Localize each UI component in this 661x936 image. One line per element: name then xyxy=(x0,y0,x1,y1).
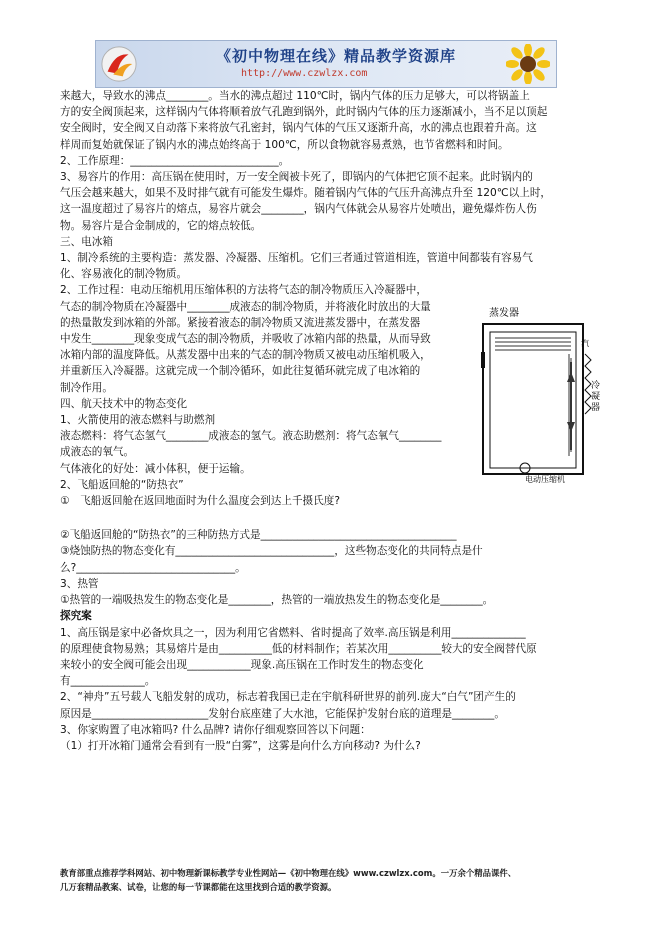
page-footer xyxy=(60,866,610,894)
text-line: 中发生________现象变成气态的制冷物质，并吸收了冰箱内部的热量，从而导致 xyxy=(60,333,431,346)
header-banner xyxy=(95,40,557,88)
question-line: 原因是______________________发射台底座建了大水池，它能保护发射台底的道理是________。 xyxy=(60,707,505,720)
condenser-label-char: 冷 xyxy=(591,381,601,391)
text-line: 液态燃料：将气态氢气________成液态的氢气。液态助燃剂：将气态氧气________ xyxy=(60,430,442,443)
condenser-label-char: 凝 xyxy=(591,392,601,402)
text-line: 1、火箭使用的液态燃料与助燃剂 xyxy=(60,414,216,427)
steam-label: 汽 xyxy=(581,339,589,348)
text-line: 方的安全阀顶起来，这样锅内气体将顺着放气孔跑到锅外，此时锅内气体的压力逐渐减小，当不足以顶起 xyxy=(60,106,548,119)
text-line: 气压会越来越大，如果不及时排气就有可能发生爆炸。随着锅内气体的气压升高沸点升至 120℃以上时， xyxy=(60,187,552,200)
question-line: 么?______________________________。 xyxy=(60,561,246,574)
text-line: 并重新压入冷凝器。这就完成一个制冷循环，如此往复循环就完成了电冰箱的 xyxy=(60,365,421,378)
question-line: 的原理使食物易熟；其易熔片是由__________低的材料制作；若某次用__________较大的安全阀替代原 xyxy=(60,642,537,655)
text-line: 的热量散发到冰箱的外部。紧接着液态的制冷物质又流进蒸发器中，在蒸发器 xyxy=(60,316,421,329)
question-line: 3、你家购置了电冰箱吗? 什么品牌? 请你仔细观察回答以下问题： xyxy=(60,723,371,736)
explore-heading: 探究案 xyxy=(60,610,92,623)
arrow-up-icon xyxy=(567,372,575,382)
text-line: 来越大，导致水的沸点________。当水的沸点超过 110℃时，锅内气体的压力足够大，可以将锅盖上 xyxy=(60,90,530,102)
question-line: 有______________。 xyxy=(60,675,156,688)
evaporator-coil xyxy=(495,338,571,350)
text-line: 安全阀时，安全阀又自动落下来将放气孔密封，锅内气体的气压又逐渐升高，水的沸点也跟着升高。这 xyxy=(60,122,537,135)
refrigerator-diagram xyxy=(481,302,601,484)
text-line: 成液态的氧气。 xyxy=(60,446,135,459)
text-line: 气态的制冷物质在冷凝器中________成液态的制冷物质，并将液化时放出的大量 xyxy=(60,300,431,313)
question-line: ①热管的一端吸热发生的物态变化是________，热管的一端放热发生的物态变化是________。 xyxy=(60,594,494,607)
text-line: 冰箱内部的温度降低。从蒸发器中出来的气态的制冷物质又被电动压缩机吸入， xyxy=(60,349,431,362)
section-heading: 三、电冰箱 xyxy=(60,235,113,248)
question-line: ③烧蚀防热的物态变化有______________________________，这些物态变化的共同特点是什 xyxy=(60,545,483,558)
compressor-label: 电动压缩机 xyxy=(525,475,565,484)
condenser-label-char: 器 xyxy=(591,403,601,413)
arrow-down-icon xyxy=(567,422,575,432)
section-heading: 3、热管 xyxy=(60,577,99,590)
text-line: 化、容易液化的制冷物质。 xyxy=(60,268,188,281)
text-line: 3、易容片的作用：高压锅在使用时，万一安全阀被卡死了，即锅内的气体把它顶不起来。此时锅内的 xyxy=(60,171,533,184)
evaporator-label: 蒸发器 xyxy=(489,308,519,319)
question-line: 2、“神舟”五号载人飞船发射的成功，标志着我国已走在宇航科研世界的前列.庞大“白气”团产生的 xyxy=(60,691,516,704)
text-line: 2、工作过程：电动压缩机用压缩体积的方法将气态的制冷物质压入冷凝器中， xyxy=(60,284,427,297)
footer-line: 教育部重点推荐学科网站、初中物理新课标教学专业性网站—《初中物理在线》www.czwlzx.com。一万余个精品课件、 xyxy=(60,868,517,878)
site-logo-icon xyxy=(100,45,138,83)
fridge-inner xyxy=(490,332,576,468)
footer-line: 几万套精品教案、试卷，让您的每一节课都能在这里找到合适的教学资源。 xyxy=(60,882,337,892)
banner-title: 《初中物理在线》精品教学资源库 xyxy=(216,47,457,65)
text-line: 这一温度超过了易容片的熔点，易容片就会________，锅内气体就会从易容片处喷出，避免爆炸伤人伤 xyxy=(60,203,537,216)
text-line: 2、工作原理：____________________________。 xyxy=(60,154,290,167)
question-line: ① 飞船返回舱在返回地面时为什么温度会到达上千摄氏度? xyxy=(60,495,340,508)
question-line: 1、高压锅是家中必备炊具之一，因为利用它省燃料、省时提高了效率.高压锅是利用______________ xyxy=(60,626,526,639)
text-line: 2、飞船返回舱的“防热衣” xyxy=(60,478,184,491)
text-line: 物。易容片是合金制成的，它的熔点较低。 xyxy=(60,219,262,232)
question-line: 来较小的安全阀可能会出现____________现象.高压锅在工作时发生的物态变化 xyxy=(60,658,424,671)
question-line: ②飞船返回舱的“防热衣”的三种防热方式是_____________________________________ xyxy=(60,529,457,542)
condenser-label xyxy=(591,379,600,413)
text-line: 1、制冷系统的主要构造：蒸发器、冷凝器、压缩机。它们三者通过管道相连，管道中间都装有容易气 xyxy=(60,252,533,265)
door-handle xyxy=(481,352,485,368)
banner-url[interactable]: http://www.czwlzx.com xyxy=(241,68,368,79)
section-heading: 四、航天技术中的物态变化 xyxy=(60,397,188,410)
question-line: （1）打开冰箱门通常会看到有一股“白雾”，这雾是向什么方向移动? 为什么? xyxy=(60,739,421,752)
text-line: 样周而复始就保证了锅内水的沸点始终高于 100℃，所以食物就容易煮熟，也节省燃料和时间。 xyxy=(60,138,509,151)
text-line: 制冷作用。 xyxy=(60,381,113,394)
text-line: 气体液化的好处：减小体积，便于运输。 xyxy=(60,462,251,475)
sunflower-icon xyxy=(506,44,550,84)
